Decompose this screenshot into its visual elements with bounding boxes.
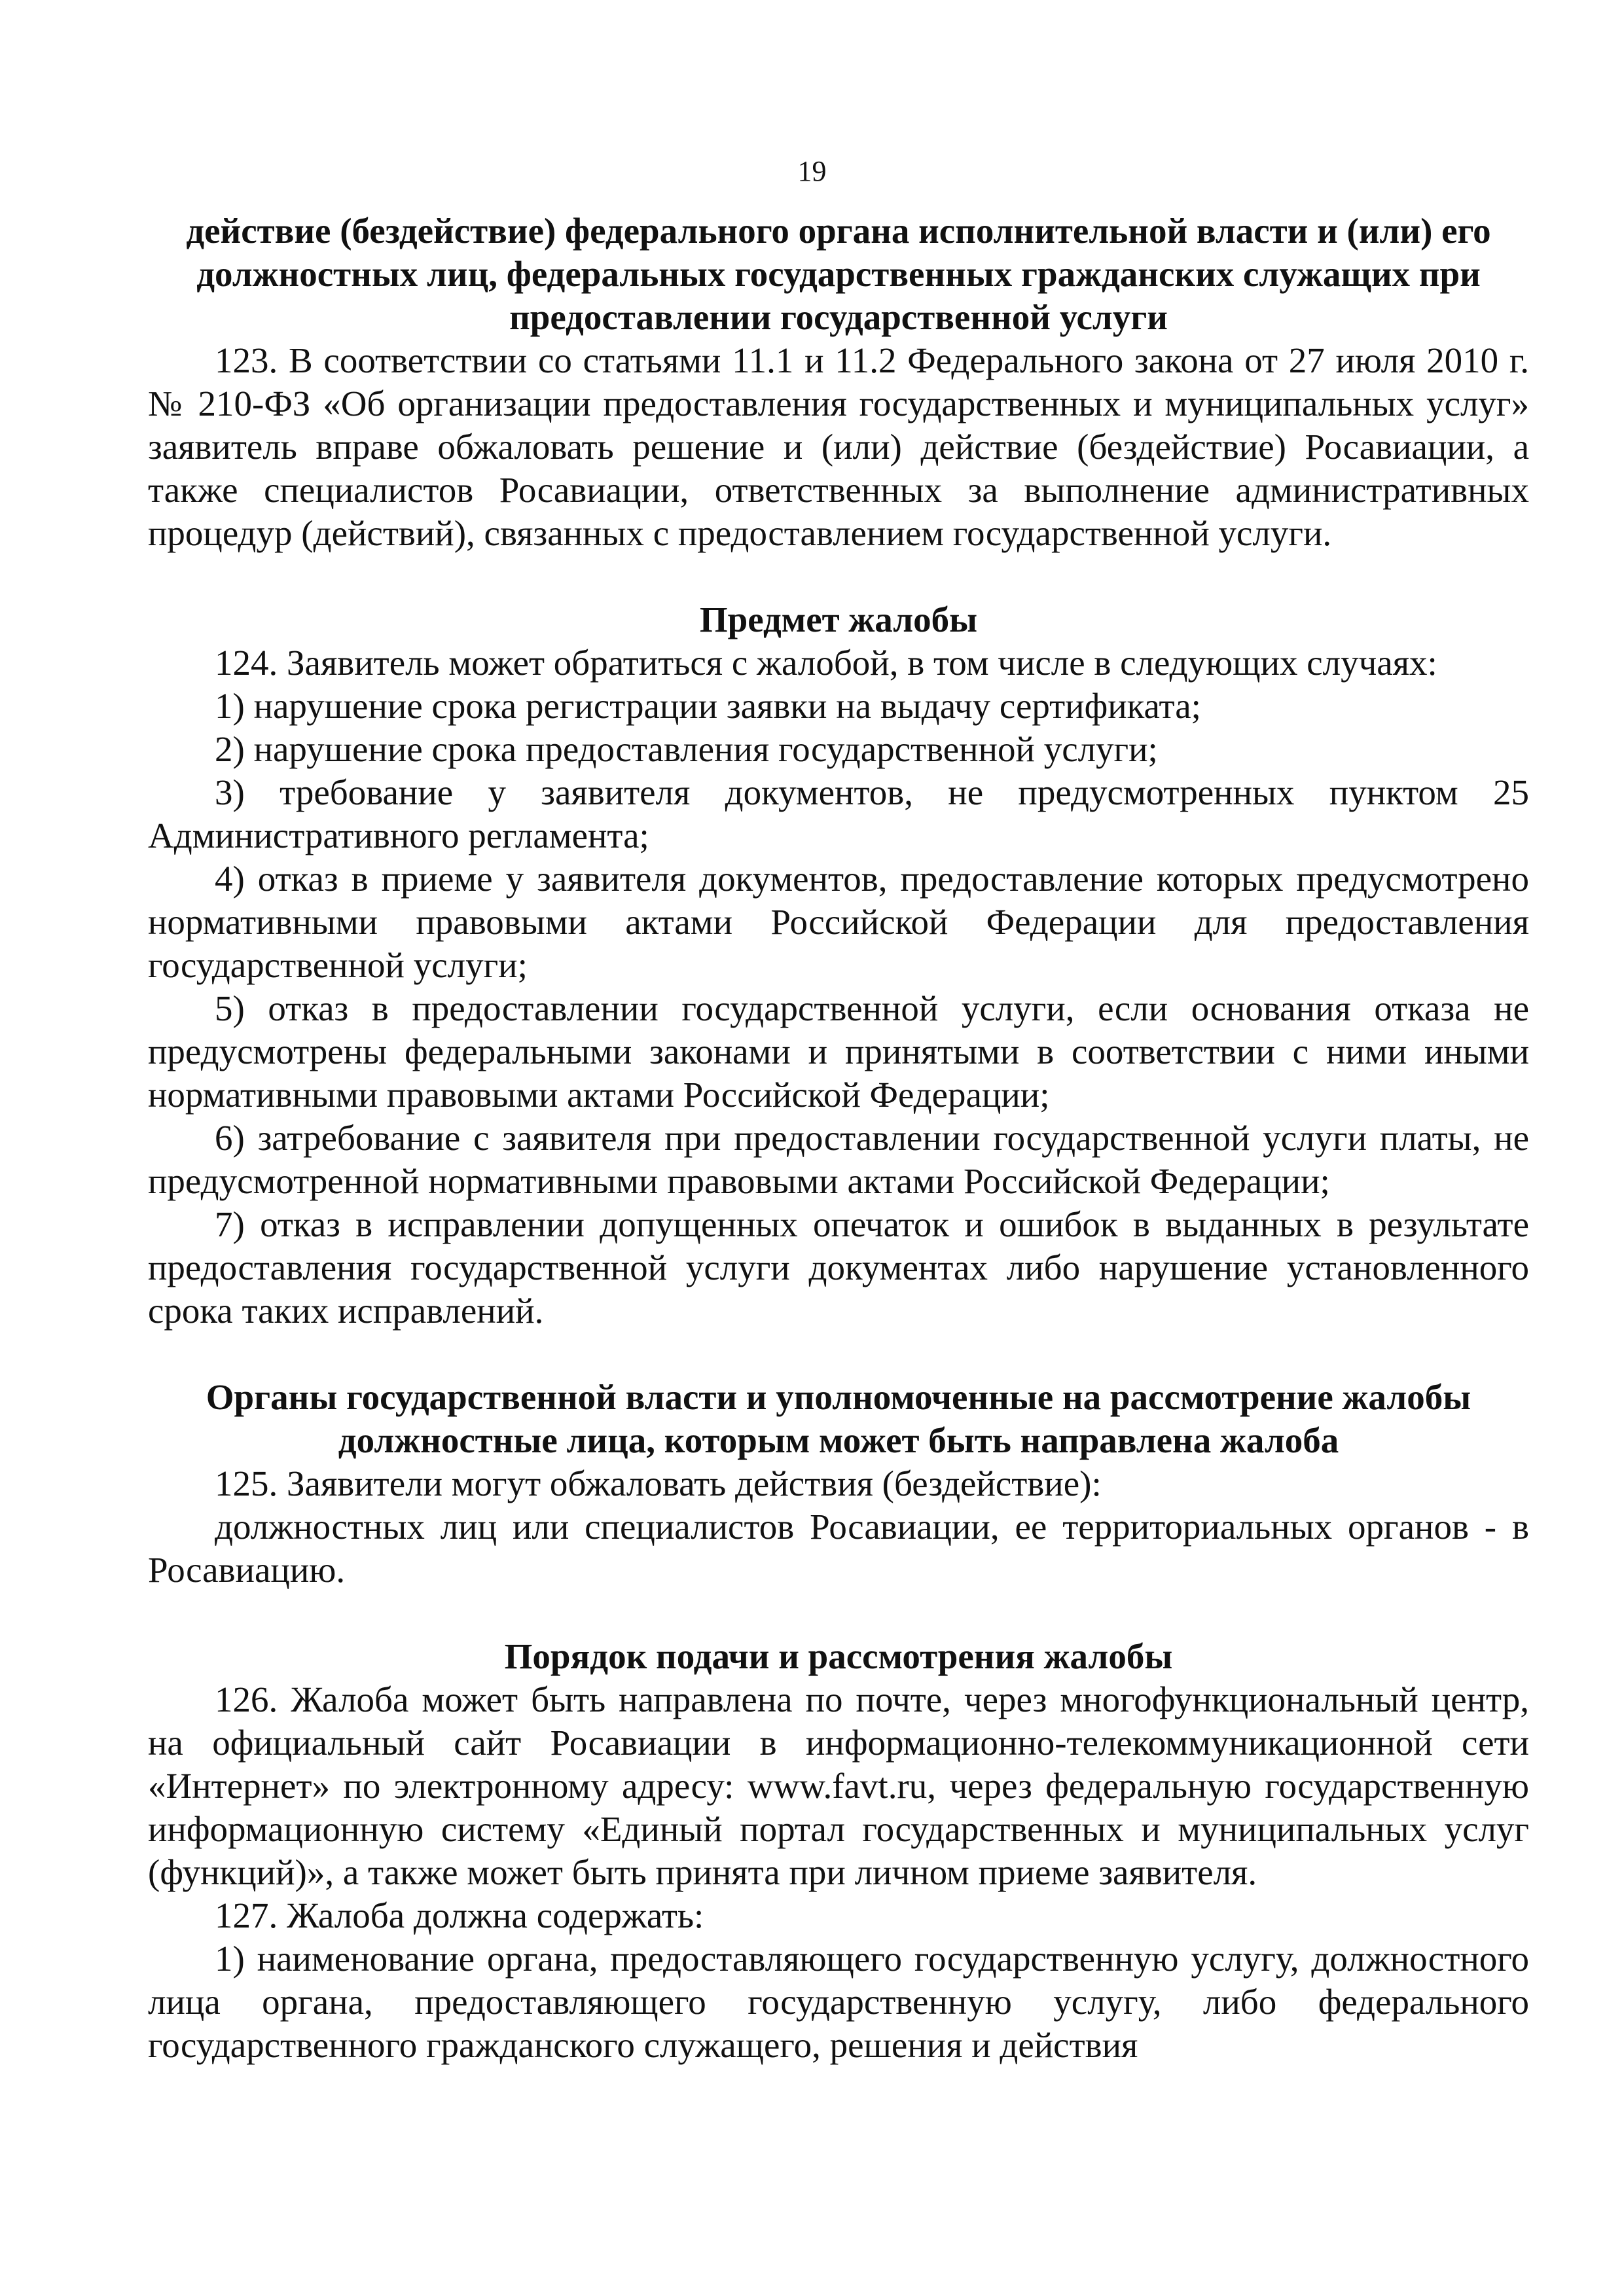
spacer <box>148 1592 1529 1635</box>
paragraph-127: 127. Жалоба должна содержать: <box>215 1895 704 1935</box>
list-item: 5) отказ в предоставлении государственной услуги, если основания отказа не предусмотрены федеральными законами и принятыми в соответствии с ними иными нормативными правовыми актами Российской Федерации; <box>148 988 1529 1115</box>
list-item: 2) нарушение срока предоставления государственной услуги; <box>215 729 1158 769</box>
section-heading-complaint-subject: Предмет жалобы <box>699 600 978 639</box>
paragraph-125-detail: должностных лиц или специалистов Росавиации, ее территориальных органов - в Росавиацию. <box>148 1507 1529 1590</box>
list-item: 3) требование у заявителя документов, не предусмотренных пунктом 25 Административного регламента; <box>148 772 1529 855</box>
list-item: 7) отказ в исправлении допущенных опечаток и ошибок в выданных в результате предоставления государственной услуги документах либо нарушение установленного срока таких исправлений. <box>148 1204 1529 1331</box>
section-heading-appeal-subject: действие (бездействие) федерального органа исполнительной власти и (или) его должностных лиц, федеральных государственных гражданских служащих при предоставлении государственной услуги <box>186 211 1491 337</box>
section-heading-authorities: Органы государственной власти и уполномоченные на рассмотрение жалобы должностные лица, которым может быть направлена жалоба <box>206 1377 1471 1460</box>
list-item: 1) нарушение срока регистрации заявки на выдачу сертификата; <box>215 686 1201 726</box>
paragraph-125: 125. Заявители могут обжаловать действия (бездействие): <box>215 1463 1102 1503</box>
paragraph-126: 126. Жалоба может быть направлена по почте, через многофункциональный центр, на официальный сайт Росавиации в информационно-телекоммуникационной сети «Интернет» по электронному адресу: www.favt.ru, через федеральную государственную информационную систему «Единый портал государственных и муниципальных услуг (функций)», а также может быть принята при личном приеме заявителя. <box>148 1679 1529 1892</box>
paragraph-123: 123. В соответствии со статьями 11.1 и 11.2 Федерального закона от 27 июля 2010 г. № 210-ФЗ «Об организации предоставления государственных и муниципальных услуг» заявитель вправе обжаловать решение и (или) действие (бездействие) Росавиации, а также специалистов Росавиации, ответственных за выполнение административных процедур (действий), связанных с предоставлением государственной услуги. <box>148 340 1529 553</box>
spacer <box>148 555 1529 598</box>
paragraph-124: 124. Заявитель может обратиться с жалобой, в том числе в следующих случаях: <box>215 643 1437 683</box>
list-item: 6) затребование с заявителя при предоставлении государственной услуги платы, не предусмотренной нормативными правовыми актами Российской Федерации; <box>148 1118 1529 1201</box>
page-number: 19 <box>797 155 827 187</box>
section-heading-procedure: Порядок подачи и рассмотрения жалобы <box>504 1636 1173 1676</box>
list-item: 4) отказ в приеме у заявителя документов, предоставление которых предусмотрено нормативными правовыми актами Российской Федерации для предоставления государственной услуги; <box>148 859 1529 985</box>
paragraph-127-item-1: 1) наименование органа, предоставляющего государственную услугу, должностного лица органа, предоставляющего государственную услугу, либо федерального государственного гражданского служащего, решения и действия <box>148 1939 1529 2065</box>
spacer <box>148 1333 1529 1376</box>
document-body <box>148 209 1529 2067</box>
